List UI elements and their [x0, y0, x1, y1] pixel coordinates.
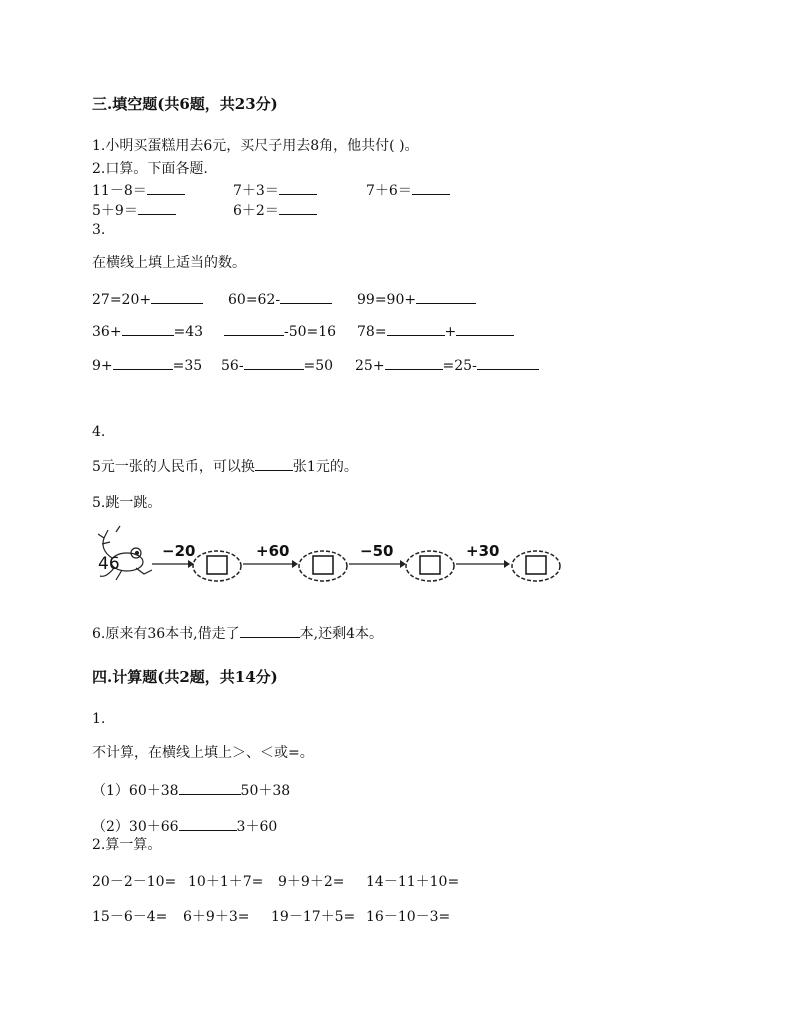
- answer-blank[interactable]: [122, 322, 174, 336]
- answer-box[interactable]: [512, 551, 560, 581]
- calc-question-1-number: 1.: [92, 711, 106, 727]
- oral-item: 5＋9＝: [92, 201, 176, 220]
- answer-blank[interactable]: [412, 181, 450, 195]
- answer-blank[interactable]: [244, 356, 304, 370]
- calc-item: 10＋1＋7=: [188, 874, 264, 890]
- answer-blank[interactable]: [179, 817, 237, 831]
- question-6: 6.原来有36本书,借走了 本,还剩4本。: [92, 626, 383, 642]
- calc-item: 15－6－4=: [92, 909, 168, 925]
- jump-op: [152, 542, 195, 568]
- answer-blank[interactable]: [113, 356, 173, 370]
- jump-op: [243, 542, 298, 568]
- question-1: 1.小明买蛋糕用去6元，买尺子用去8角，他共付( )。: [92, 138, 419, 154]
- question-4-number: 4.: [92, 424, 106, 440]
- calc-item: 9＋9＋2=: [278, 874, 345, 890]
- answer-blank[interactable]: [280, 290, 332, 304]
- section4-title: 四.计算题(共2题，共14分): [92, 668, 278, 686]
- answer-blank[interactable]: [255, 457, 293, 471]
- section3-title: 三.填空题(共6题，共23分): [92, 95, 278, 113]
- start-number: 46: [98, 554, 120, 574]
- calc-item: 14－11＋10=: [366, 874, 460, 890]
- jump-op: [456, 542, 510, 568]
- answer-blank[interactable]: [279, 201, 317, 215]
- oral-item: 7＋3＝: [233, 181, 317, 200]
- calc-item: 19－17＋5=: [271, 909, 356, 925]
- calc-item: 6＋9＋3=: [183, 909, 250, 925]
- fill-item: 56- =50: [221, 358, 334, 374]
- answer-blank[interactable]: [385, 356, 443, 370]
- answer-box[interactable]: [193, 551, 241, 581]
- answer-blank[interactable]: [240, 624, 300, 638]
- answer-blank[interactable]: [477, 356, 539, 370]
- fill-item: 25+ =25-: [355, 356, 539, 375]
- answer-blank[interactable]: [151, 290, 203, 304]
- answer-blank[interactable]: [456, 322, 514, 336]
- answer-box[interactable]: [406, 551, 454, 581]
- compare-item: （1）60＋38 50＋38: [92, 783, 291, 799]
- fill-item: 36+ =43: [92, 324, 204, 340]
- compare-item: （2）30＋66 3＋60: [92, 819, 278, 835]
- question-3-number: 3.: [92, 222, 106, 238]
- svg-text:−20: −20: [162, 542, 196, 560]
- fill-item: 9+ =35: [92, 358, 203, 374]
- fill-item: 99=90+: [357, 290, 476, 309]
- calc-question-2-prompt: 2.算一算。: [92, 837, 162, 853]
- oral-item: 7＋6＝: [366, 181, 450, 200]
- answer-blank[interactable]: [416, 290, 476, 304]
- calc-question-1-prompt: 不计算，在横线上填上＞、＜或=。: [92, 745, 314, 761]
- question-4: 5元一张的人民币，可以换 张1元的。: [92, 459, 358, 475]
- answer-blank[interactable]: [279, 181, 317, 195]
- fill-item: 27=20+: [92, 290, 203, 309]
- svg-text:+30: +30: [466, 542, 500, 560]
- answer-blank[interactable]: [179, 781, 241, 795]
- question-2-prompt: 2.口算。下面各题.: [92, 161, 208, 177]
- answer-blank[interactable]: [138, 201, 176, 215]
- answer-blank[interactable]: [387, 322, 445, 336]
- calc-item: 16－10－3=: [366, 909, 451, 925]
- answer-blank[interactable]: [147, 181, 185, 195]
- fill-item: 78= +: [357, 322, 514, 341]
- svg-text:−50: −50: [360, 542, 394, 560]
- fill-item: 60=62-: [228, 290, 332, 309]
- oral-item: 6＋2＝: [233, 201, 317, 220]
- answer-blank[interactable]: [224, 322, 284, 336]
- question-3-prompt: 在横线上填上适当的数。: [92, 255, 246, 271]
- oral-item: 11－8＝: [92, 181, 185, 200]
- question-5-prompt: 5.跳一跳。: [92, 495, 162, 511]
- jump-op: [349, 542, 406, 568]
- fill-item: -50=16: [224, 322, 336, 341]
- svg-text:+60: +60: [256, 542, 290, 560]
- calc-item: 20－2－10=: [92, 874, 177, 890]
- jump-diagram: [92, 522, 562, 592]
- answer-box[interactable]: [299, 551, 347, 581]
